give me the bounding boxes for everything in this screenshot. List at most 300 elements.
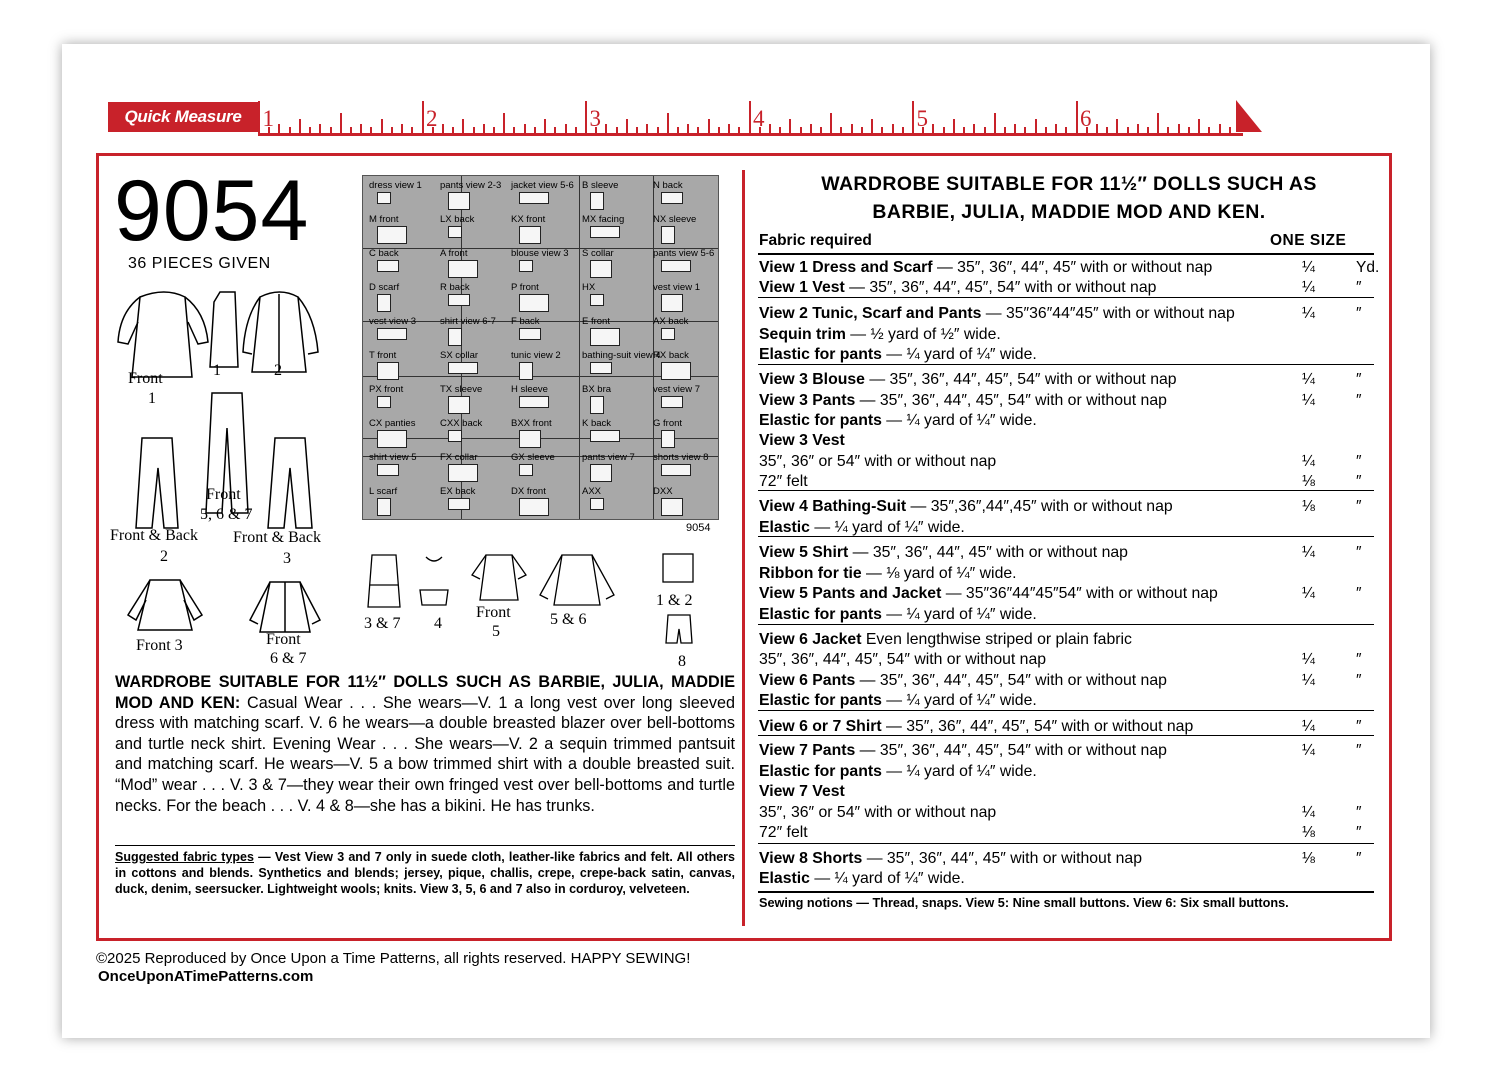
ruler-tick (258, 101, 260, 133)
fabric-row-label: View 1 Dress and Scarf (759, 259, 933, 276)
layout-label: DX front (511, 486, 546, 497)
fabric-row (759, 585, 1299, 603)
layout-label: A front (440, 248, 468, 259)
ruler-tick (575, 127, 577, 133)
ruler-tick (309, 127, 311, 133)
fabric-unit: ″ (1356, 392, 1362, 409)
fabric-row-detail: — 35″, 36″, 44″, 45″, 54″ with or without nap (881, 718, 1194, 735)
fabric-unit: ″ (1356, 824, 1362, 841)
layout-piece (519, 260, 533, 272)
ruler-tick (1198, 119, 1200, 133)
fabric-unit: ″ (1356, 544, 1362, 561)
row-rule (758, 297, 1374, 298)
fabric-row-label: View 5 Pants and Jacket (759, 585, 942, 602)
fabric-row-label: Elastic (759, 870, 810, 887)
fabric-qty: ⅛ (1302, 824, 1315, 841)
caption-front-1-num: 1 (148, 390, 156, 407)
ruler-tick (473, 127, 475, 133)
fabric-qty: ¼ (1302, 259, 1315, 276)
ruler-tick (1208, 127, 1210, 133)
pieces-count: 36 PIECES GIVEN (128, 255, 271, 272)
ruler-tick (442, 124, 444, 133)
fabric-unit: ″ (1356, 672, 1362, 689)
description-lead: WARDROBE SUITABLE FOR 11½″ DOLLS SUCH AS BARBIE, JULIA, MADDIE MOD AND KEN: (115, 673, 735, 712)
ruler-tick (340, 113, 342, 133)
layout-piece (590, 498, 604, 510)
fabric-row (759, 651, 1299, 669)
fabric-unit: ″ (1356, 498, 1362, 515)
caption-front-567-num: 5, 6 & 7 (200, 506, 253, 523)
layout-piece (377, 294, 391, 312)
ruler-tick (902, 127, 904, 133)
layout-label: L scarf (369, 486, 398, 497)
measuring-ruler (258, 98, 1268, 138)
ruler-tick (381, 119, 383, 133)
fabric-row-detail: 35″, 36″ or 54″ with or without nap (759, 453, 997, 470)
layout-piece (448, 430, 462, 442)
fabric-qty: ¼ (1302, 585, 1315, 602)
layout-label: C back (369, 248, 399, 259)
fabric-row (759, 824, 1299, 842)
fabric-unit: ″ (1356, 453, 1362, 470)
fabric-row (759, 498, 1299, 516)
fabric-unit: ″ (1356, 473, 1362, 490)
fabric-unit: ″ (1356, 371, 1362, 388)
layout-piece (590, 294, 604, 306)
ruler-tick (605, 124, 607, 133)
fabric-row-detail: — ¼ yard of ¼″ wide. (881, 606, 1037, 623)
ruler-tick (626, 119, 628, 133)
row-rule (758, 710, 1374, 711)
row-rule (758, 364, 1374, 365)
fabric-row-detail: — ½ yard of ½″ wide. (845, 326, 1001, 343)
layout-label: H sleeve (511, 384, 548, 395)
ruler-tick (1106, 127, 1108, 133)
fabric-unit: ″ (1356, 742, 1362, 759)
layout-piece (519, 294, 549, 312)
layout-label: P front (511, 282, 539, 293)
ruler-tick (636, 127, 638, 133)
ruler-tick (391, 127, 393, 133)
ruler-tick (677, 127, 679, 133)
fabric-row (759, 326, 1299, 344)
fabric-qty: ¼ (1302, 305, 1315, 322)
layout-piece (590, 396, 604, 414)
ruler-tick (554, 127, 556, 133)
fabric-row (759, 544, 1299, 562)
fabric-unit: ″ (1356, 585, 1362, 602)
ruler-tick (462, 119, 464, 133)
layout-piece (661, 362, 691, 380)
ruler-tick (810, 124, 812, 133)
ruler-tick (646, 124, 648, 133)
ruler-tick (912, 101, 914, 133)
ruler-number: 3 (589, 106, 601, 131)
layout-label: CX panties (369, 418, 416, 429)
ruler-tick (769, 124, 771, 133)
ruler-tick (800, 127, 802, 133)
layout-piece (448, 396, 470, 414)
fabric-row (759, 473, 1299, 491)
layout-label: D scarf (369, 282, 400, 293)
ruler-tick (708, 119, 710, 133)
caption-front-back-3: Front & Back (233, 529, 321, 546)
ruler-baseline (258, 133, 1243, 136)
fabric-row-detail: — ¼ yard of ¼″ wide. (881, 763, 1037, 780)
fabric-row-detail: — ¼ yard of ¼″ wide. (881, 692, 1037, 709)
fabric-unit: ″ (1356, 718, 1362, 735)
layout-piece (661, 498, 683, 516)
layout-piece (661, 396, 683, 408)
ruler-tick (738, 127, 740, 133)
fabric-row-detail: Even lengthwise striped or plain fabric (861, 631, 1132, 648)
fabric-row-detail: 35″, 36″ or 54″ with or without nap (759, 804, 997, 821)
ruler-tick (585, 101, 587, 133)
fabric-row (759, 850, 1299, 868)
layout-piece (590, 362, 612, 374)
layout-label: GX sleeve (511, 452, 555, 463)
layout-label: B sleeve (582, 180, 619, 191)
caption-front-1: Front (128, 370, 163, 387)
fabric-required-header: Fabric required (759, 232, 872, 249)
layout-label: NX sleeve (653, 214, 697, 225)
ruler-tick (299, 119, 301, 133)
caption-front-5-num: 5 (492, 623, 500, 640)
fabric-qty: ¼ (1302, 453, 1315, 470)
layout-label: pants view 7 (582, 452, 635, 463)
cutting-layout-diagram (362, 175, 719, 520)
fabric-row (759, 453, 1299, 471)
caption-view-1: 1 (213, 362, 221, 379)
ruler-tick (503, 113, 505, 133)
ruler-tick (1014, 124, 1016, 133)
layout-label: shirt view 5 (369, 452, 417, 463)
ruler-end-marker (1236, 100, 1266, 134)
fabric-row-detail: — 35″, 36″, 44″, 45″ with or without nap (862, 850, 1142, 867)
ruler-tick (1055, 124, 1057, 133)
fabric-row (759, 565, 1299, 583)
caption-view-2: 2 (274, 362, 282, 379)
fabric-row-label: View 6 Pants (759, 672, 856, 689)
ruler-tick (657, 127, 659, 133)
fabric-row (759, 392, 1299, 410)
layout-piece (590, 430, 620, 442)
fabric-qty: ¼ (1302, 371, 1315, 388)
ruler-tick (994, 113, 996, 133)
layout-label: FX collar (440, 452, 478, 463)
layout-label: AXX (582, 486, 602, 497)
fabric-row (759, 606, 1299, 624)
layout-divider (653, 176, 654, 519)
layout-label: TX sleeve (440, 384, 483, 395)
ruler-tick (319, 124, 321, 133)
one-size-header: ONE SIZE (1270, 232, 1347, 249)
layout-piece (590, 328, 620, 346)
sketch-shirts (120, 570, 340, 645)
ruler-tick (1024, 127, 1026, 133)
fabric-qty: ¼ (1302, 718, 1315, 735)
layout-piece (377, 362, 399, 380)
ruler-tick (401, 124, 403, 133)
fabric-row (759, 631, 1299, 649)
layout-label: LX back (440, 214, 475, 225)
fabric-row (759, 692, 1299, 710)
fabric-row-label: View 5 Shirt (759, 544, 849, 561)
layout-piece (448, 498, 470, 510)
fabric-qty: ¼ (1302, 279, 1315, 296)
layout-label: pants view 5-6 (653, 248, 715, 259)
fabric-row-detail: — ¼ yard of ¼″ wide. (881, 412, 1037, 429)
ruler-tick (697, 127, 699, 133)
layout-label: BXX front (511, 418, 552, 429)
fabric-row-detail: — 35″, 36″, 44″, 45″, 54″ with or without nap (864, 371, 1177, 388)
row-rule (758, 624, 1374, 625)
ruler-tick (1167, 127, 1169, 133)
fabric-row (759, 804, 1299, 822)
layout-piece (519, 328, 541, 340)
fabric-row (759, 672, 1299, 690)
ruler-tick (1219, 124, 1221, 133)
layout-piece (519, 396, 549, 408)
fabric-row (759, 519, 1299, 537)
quick-measure-badge: Quick Measure (108, 102, 258, 132)
ruler-tick (718, 127, 720, 133)
row-rule (758, 490, 1374, 491)
ruler-tick (1035, 119, 1037, 133)
layout-piece (661, 260, 691, 272)
fabric-row-detail: — ⅛ yard of ¼″ wide. (861, 565, 1017, 582)
ruler-tick (984, 127, 986, 133)
layout-piece (590, 464, 612, 482)
ruler-tick (422, 101, 424, 133)
ruler-tick (1076, 101, 1078, 133)
layout-label: MX facing (582, 214, 625, 225)
ruler-tick (953, 119, 955, 133)
layout-piece (448, 328, 462, 346)
layout-piece (661, 226, 675, 244)
right-title-line2: BARBIE, JULIA, MADDIE MOD AND KEN. (872, 201, 1266, 223)
layout-piece (448, 362, 478, 374)
layout-label: shirt view 6-7 (440, 316, 496, 327)
ruler-tick (851, 124, 853, 133)
layout-label: SX collar (440, 350, 479, 361)
layout-piece (661, 294, 683, 312)
ruler-tick (1157, 113, 1159, 133)
fabric-row-label: Elastic for pants (759, 606, 882, 623)
ruler-tick (411, 127, 413, 133)
ruler-tick (493, 127, 495, 133)
layout-piece (448, 294, 470, 306)
ruler-tick (616, 127, 618, 133)
caption-view-12: 1 & 2 (656, 592, 693, 609)
ruler-tick (1147, 127, 1149, 133)
layout-label: KX front (511, 214, 546, 225)
ruler-tick (534, 127, 536, 133)
row-rule (758, 536, 1374, 537)
layout-piece (519, 362, 533, 380)
description-text: Casual Wear . . . She wears—V. 1 a long vest over long sleeved dress with matching scarf. V. 6 he wears—a double breasted blazer over bell-bottoms and turtle neck shirt. Evening Wear . . . She wears—V. 2 a sequin trimmed pantsuit and matching scarf. He wears—V. 5 a bow trimmed shirt with a double breasted suit. “Mod” wear . . . V. 3 & 7—they wear their own fringed vest over bell-bottoms and turtle necks. For the beach . . . V. 4 & 8—she has a bikini. He has trunks. (115, 693, 735, 815)
fabric-row-label: Elastic for pants (759, 412, 882, 429)
caption-front-3: Front 3 (136, 637, 183, 654)
ruler-number: 2 (426, 106, 438, 131)
caption-front-67-num: 6 & 7 (270, 650, 307, 667)
fabric-row-detail: — 35″, 36″, 44″, 45″ with or without nap (848, 544, 1128, 561)
layout-label: F back (511, 316, 540, 327)
fabric-row (759, 305, 1299, 323)
fabric-row-detail: — 35″, 36″, 44″, 45″ with or without nap (932, 259, 1213, 276)
layout-piece (377, 464, 399, 476)
ruler-tick (1116, 119, 1118, 133)
caption-front-back-2: Front & Back (110, 527, 198, 544)
layout-label: jacket view 5-6 (511, 180, 574, 191)
fabric-unit: ″ (1356, 279, 1362, 296)
layout-divider (579, 176, 580, 519)
layout-number: 9054 (686, 522, 711, 534)
layout-label: dress view 1 (369, 180, 422, 191)
fabric-row (759, 763, 1299, 781)
sewing-notions: Sewing notions — Thread, snaps. View 5: Nine small buttons. View 6: Six small buttons. (759, 896, 1289, 910)
layout-label: G front (653, 418, 683, 429)
ruler-tick (565, 124, 567, 133)
fabric-qty: ¼ (1302, 651, 1315, 668)
copyright-text: ©2025 Reproduced by Once Upon a Time Patterns, all rights reserved. HAPPY SEWING! (96, 950, 691, 967)
layout-piece (519, 498, 549, 516)
ruler-tick (932, 124, 934, 133)
fabric-row-label: View 4 Bathing-Suit (759, 498, 907, 515)
ruler-tick (871, 119, 873, 133)
layout-piece (590, 226, 620, 238)
ruler-tick (360, 124, 362, 133)
layout-label: blouse view 3 (511, 248, 569, 259)
layout-piece (590, 260, 612, 278)
layout-piece (377, 498, 391, 516)
ruler-tick (779, 127, 781, 133)
ruler-tick (881, 127, 883, 133)
fabric-qty: ¼ (1302, 804, 1315, 821)
layout-piece (661, 464, 691, 476)
fabric-qty: ⅛ (1302, 473, 1315, 490)
website-link[interactable]: OnceUponATimePatterns.com (98, 968, 314, 985)
ruler-tick (524, 124, 526, 133)
layout-label: RX back (653, 350, 689, 361)
layout-piece (377, 192, 391, 204)
fabric-row-detail: 72″ felt (759, 824, 808, 841)
layout-label: T front (369, 350, 397, 361)
ruler-tick (789, 119, 791, 133)
layout-piece (661, 328, 675, 340)
layout-piece (519, 464, 533, 476)
ruler-number: 6 (1080, 106, 1092, 131)
layout-piece (377, 260, 399, 272)
suggested-rule (115, 845, 735, 846)
ruler-tick (1188, 127, 1190, 133)
fabric-row-label: Elastic for pants (759, 763, 882, 780)
fabric-row (759, 412, 1299, 430)
ruler-tick (892, 124, 894, 133)
fabric-row-label: View 3 Blouse (759, 371, 865, 388)
layout-label: AX back (653, 316, 689, 327)
ruler-tick (483, 124, 485, 133)
layout-label: M front (369, 214, 399, 225)
ruler-tick (687, 124, 689, 133)
fabric-row-label: View 3 Vest (759, 432, 845, 449)
layout-label: EX back (440, 486, 476, 497)
layout-label: BX bra (582, 384, 612, 395)
layout-piece (519, 430, 541, 448)
fabric-row (759, 870, 1299, 888)
caption-front-567: Front (206, 486, 241, 503)
caption-front-5: Front (476, 604, 511, 621)
layout-label: vest view 3 (369, 316, 416, 327)
ruler-tick (370, 127, 372, 133)
ruler-tick (513, 127, 515, 133)
right-title-line1: WARDROBE SUITABLE FOR 11½″ DOLLS SUCH AS (821, 173, 1317, 195)
fabric-row-label: View 1 Vest (759, 279, 845, 296)
fabric-qty: ¼ (1302, 672, 1315, 689)
layout-piece (377, 396, 391, 408)
suggested-fabrics (115, 849, 735, 897)
ruler-tick (749, 101, 751, 133)
fabric-row (759, 783, 1299, 801)
ruler-tick (1004, 127, 1006, 133)
fabric-unit: ″ (1356, 651, 1362, 668)
layout-label: E front (582, 316, 610, 327)
caption-front-back-3-num: 3 (283, 550, 291, 567)
fabric-row (759, 279, 1299, 297)
row-rule (758, 735, 1374, 736)
layout-piece (519, 192, 549, 204)
ruler-tick (1127, 127, 1129, 133)
fabric-row-detail: — 35″, 36″, 44″, 45″, 54″ with or without nap (855, 672, 1167, 689)
ruler-tick (330, 127, 332, 133)
layout-label: S collar (582, 248, 614, 259)
caption-view-56: 5 & 6 (550, 611, 587, 628)
ruler-number: 4 (753, 106, 765, 131)
ruler-tick (289, 127, 291, 133)
layout-label: K back (582, 418, 612, 429)
layout-piece (448, 192, 470, 210)
ruler-number: 5 (916, 106, 928, 131)
layout-piece (448, 464, 478, 482)
fabric-qty: ⅛ (1302, 498, 1315, 515)
fabric-unit: ″ (1356, 804, 1362, 821)
fabric-row (759, 346, 1299, 364)
fabric-row (759, 742, 1299, 760)
ruler-tick (973, 124, 975, 133)
layout-piece (377, 226, 407, 244)
right-title (760, 170, 1378, 226)
fabric-qty: ¼ (1302, 544, 1315, 561)
caption-view-37: 3 & 7 (364, 615, 401, 632)
ruler-tick (667, 113, 669, 133)
layout-label: DXX (653, 486, 673, 497)
fabric-row-detail: — 35″, 36″, 44″, 45″, 54″ with or without nap (855, 392, 1167, 409)
caption-view-8: 8 (678, 653, 686, 670)
ruler-tick (544, 119, 546, 133)
fabric-row-detail: — 35″, 36″, 44″, 45″, 54″ with or without nap (844, 279, 1157, 296)
ruler-tick (350, 127, 352, 133)
fabric-row-detail: — ¼ yard of ¼″ wide. (809, 870, 965, 887)
ruler-tick (820, 127, 822, 133)
fabric-row-label: View 3 Pants (759, 392, 856, 409)
layout-piece (377, 328, 407, 340)
fabric-qty: ¼ (1302, 742, 1315, 759)
fabric-row-label: View 6 Jacket (759, 631, 862, 648)
layout-piece (661, 430, 675, 448)
layout-label: vest view 7 (653, 384, 700, 395)
fabric-row-detail: — 35″,36″,44″,45″ with or without nap (906, 498, 1173, 515)
caption-front-back-2-num: 2 (160, 548, 168, 565)
